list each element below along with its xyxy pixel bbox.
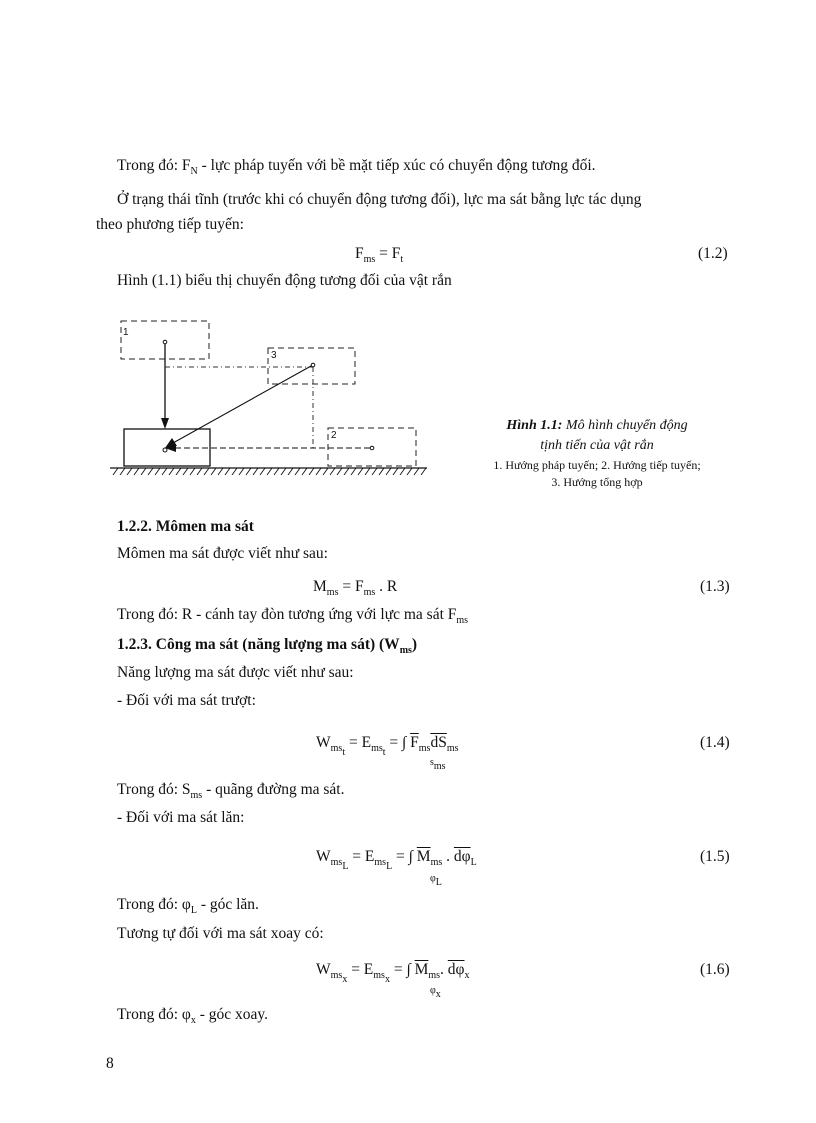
equation-number-1-5: (1.5) bbox=[700, 848, 730, 865]
eq6-lower-limit: $\varphi_x$ bbox=[430, 985, 441, 1000]
where-fn-line: Trong đó: $F_N$ - lực pháp tuyến với bề mặt tiếp xúc có chuyển động tương đối. bbox=[117, 157, 596, 177]
static-state-line: Ở trạng thái tĩnh (trước khi có chuyển động tương đối), lực ma sát bằng lực tác dụng bbox=[117, 191, 642, 208]
page-number: 8 bbox=[106, 1055, 114, 1072]
section-1-2-3-heading: 1.2.3. Công ma sát (năng lượng ma sát) $(W_{ms})$ bbox=[117, 636, 418, 656]
where-phil-line: Trong đó: $\varphi_L$ - góc lăn. bbox=[117, 896, 259, 916]
where-r-line: Trong đó: R - cánh tay đòn tương ứng với lực ma sát $F_{ms}$ bbox=[117, 606, 469, 626]
point-2 bbox=[370, 446, 374, 450]
label-1: 1 bbox=[123, 327, 129, 338]
equation-number-1-4: (1.4) bbox=[700, 734, 730, 751]
equation-number-1-3: (1.3) bbox=[700, 578, 730, 595]
eq5-lower-limit: $\varphi_L$ bbox=[430, 873, 442, 888]
equation-number-1-6: (1.6) bbox=[700, 961, 730, 978]
equation-number-1-2: (1.2) bbox=[698, 245, 728, 262]
equation-1-2: $F_{ms} = F_t$ bbox=[355, 245, 404, 265]
rolling-label: - Đối với ma sát lăn: bbox=[117, 809, 245, 826]
equation-1-3: $M_{ms} = F_{ms}$ . R bbox=[313, 578, 398, 598]
resultant-arrow bbox=[173, 366, 311, 443]
where-sms-line: Trong đó: $S_{ms}$ - quãng đường ma sát. bbox=[117, 781, 345, 801]
label-2: 2 bbox=[331, 430, 337, 441]
equation-1-5: $W_{ms_L} = E_{ms_L}$ = ∫ $\overline{M}_{ms}$ . $\overline{d\varphi}_L$ bbox=[316, 848, 477, 872]
eq4-lower-limit: $s_{ms}$ bbox=[430, 757, 446, 772]
sliding-label: - Đối với ma sát trượt: bbox=[117, 692, 256, 709]
label-3: 3 bbox=[271, 350, 277, 361]
moment-intro: Mômen ma sát được viết như sau: bbox=[117, 545, 328, 562]
spin-label: Tương tự đối với ma sát xoay có: bbox=[117, 925, 324, 942]
static-state-line-2: theo phương tiếp tuyến: bbox=[96, 216, 244, 233]
caption-bold: Hình 1.1: bbox=[506, 418, 563, 433]
section-1-2-2-heading: 1.2.2. Mômen ma sát bbox=[117, 518, 254, 535]
point-1 bbox=[163, 340, 167, 344]
where-phix-line: Trong đó: $\varphi_x$ - góc xoay. bbox=[117, 1006, 269, 1026]
energy-intro: Năng lượng ma sát được viết như sau: bbox=[117, 664, 354, 681]
equation-1-4: $W_{ms_t} = E_{ms_t}$ = ∫ $\overline{F}_{ms}\overline{dS}_{ms}$ bbox=[316, 734, 459, 758]
point-3 bbox=[311, 363, 315, 367]
figure-reference-line: Hình (1.1) biểu thị chuyển động tương đối của vật rắn bbox=[117, 272, 452, 289]
figure-caption: Hình 1.1: Mô hình chuyển động tịnh tiến của vật rắn 1. Hướng pháp tuyến; 2. Hướng tiếp tuyến; 3. Hướng tổng hợp bbox=[493, 418, 701, 489]
box-2-dashed bbox=[328, 428, 416, 466]
equation-1-6: $W_{ms_x} = E_{ms_x}$ = ∫ $\overline{M}_{ms}$. $\overline{d\varphi}_x$ bbox=[316, 961, 470, 985]
figure-1-1-diagram bbox=[105, 310, 435, 485]
ground-hatching bbox=[113, 468, 426, 475]
